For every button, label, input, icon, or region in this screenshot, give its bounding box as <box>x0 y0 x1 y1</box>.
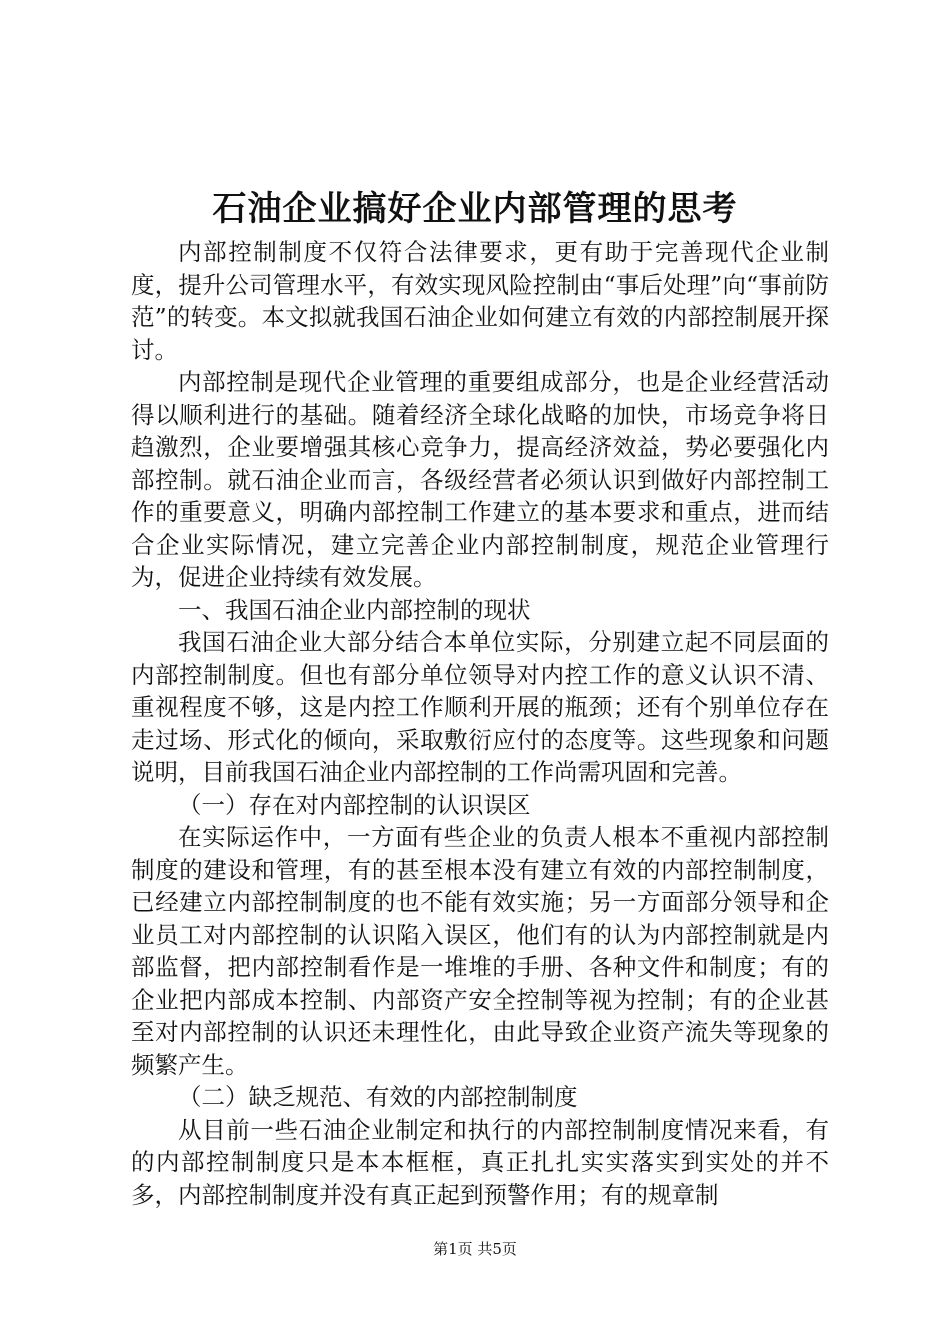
paragraph-intro: 内部控制制度不仅符合法律要求，更有助于完善现代企业制度，提升公司管理水平，有效实现风险控制由“事后处理”向“事前防范”的转变。本文拟就我国石油企业如何建立有效的内部控制展开探讨。 <box>131 238 829 364</box>
page-footer: 第1页 共5页 <box>433 1240 517 1258</box>
document-body <box>131 236 829 1211</box>
subsection-heading-lack-of-system: （二）缺乏规范、有效的内部控制制度 <box>178 1083 578 1111</box>
document-title: 石油企业搞好企业内部管理的思考 <box>212 189 738 229</box>
paragraph-importance: 内部控制是现代企业管理的重要组成部分，也是企业经营活动得以顺利进行的基础。随着经济全球化战略的加快，市场竞争将日趋激烈，企业要增强其核心竞争力，提高经济效益，势必要强化内部控制。就石油企业而言，各级经营者必须认识到做好内部控制工作的重要意义，明确内部控制工作建立的基本要求和重点，进而结合企业实际情况，建立完善企业内部控制制度，规范企业管理行为，促进企业持续有效发展。 <box>131 368 829 591</box>
paragraph-status: 我国石油企业大部分结合本单位实际，分别建立起不同层面的内部控制制度。但也有部分单位领导对内控工作的意义认识不清、重视程度不够，这是内控工作顺利开展的瓶颈；还有个别单位存在走过场、形式化的倾向，采取敷衍应付的态度等。这些现象和问题说明，目前我国石油企业内部控制的工作尚需巩固和完善。 <box>131 628 829 786</box>
section-heading-status: 一、我国石油企业内部控制的现状 <box>178 595 531 624</box>
paragraph-lack-of-system: 从目前一些石油企业制定和执行的内部控制制度情况来看，有的内部控制制度只是本本框框，真正扎扎实实落实到实处的并不多，内部控制制度并没有真正起到预警作用；有的规章制 <box>131 1115 829 1209</box>
paragraph-misconception: 在实际运作中，一方面有些企业的负责人根本不重视内部控制制度的建设和管理，有的甚至根本没有建立有效的内部控制制度，已经建立内部控制制度的也不能有效实施；另一方面部分领导和企业员工对内部控制的认识陷入误区，他们有的认为内部控制就是内部监督，把内部控制看作是一堆堆的手册、各种文件和制度；有的企业把内部成本控制、内部资产安全控制等视为控制；有的企业甚至对内部控制的认识还未理性化，由此导致企业资产流失等现象的频繁产生。 <box>131 823 829 1079</box>
subsection-heading-misconception: （一）存在对内部控制的认识误区 <box>178 790 531 819</box>
